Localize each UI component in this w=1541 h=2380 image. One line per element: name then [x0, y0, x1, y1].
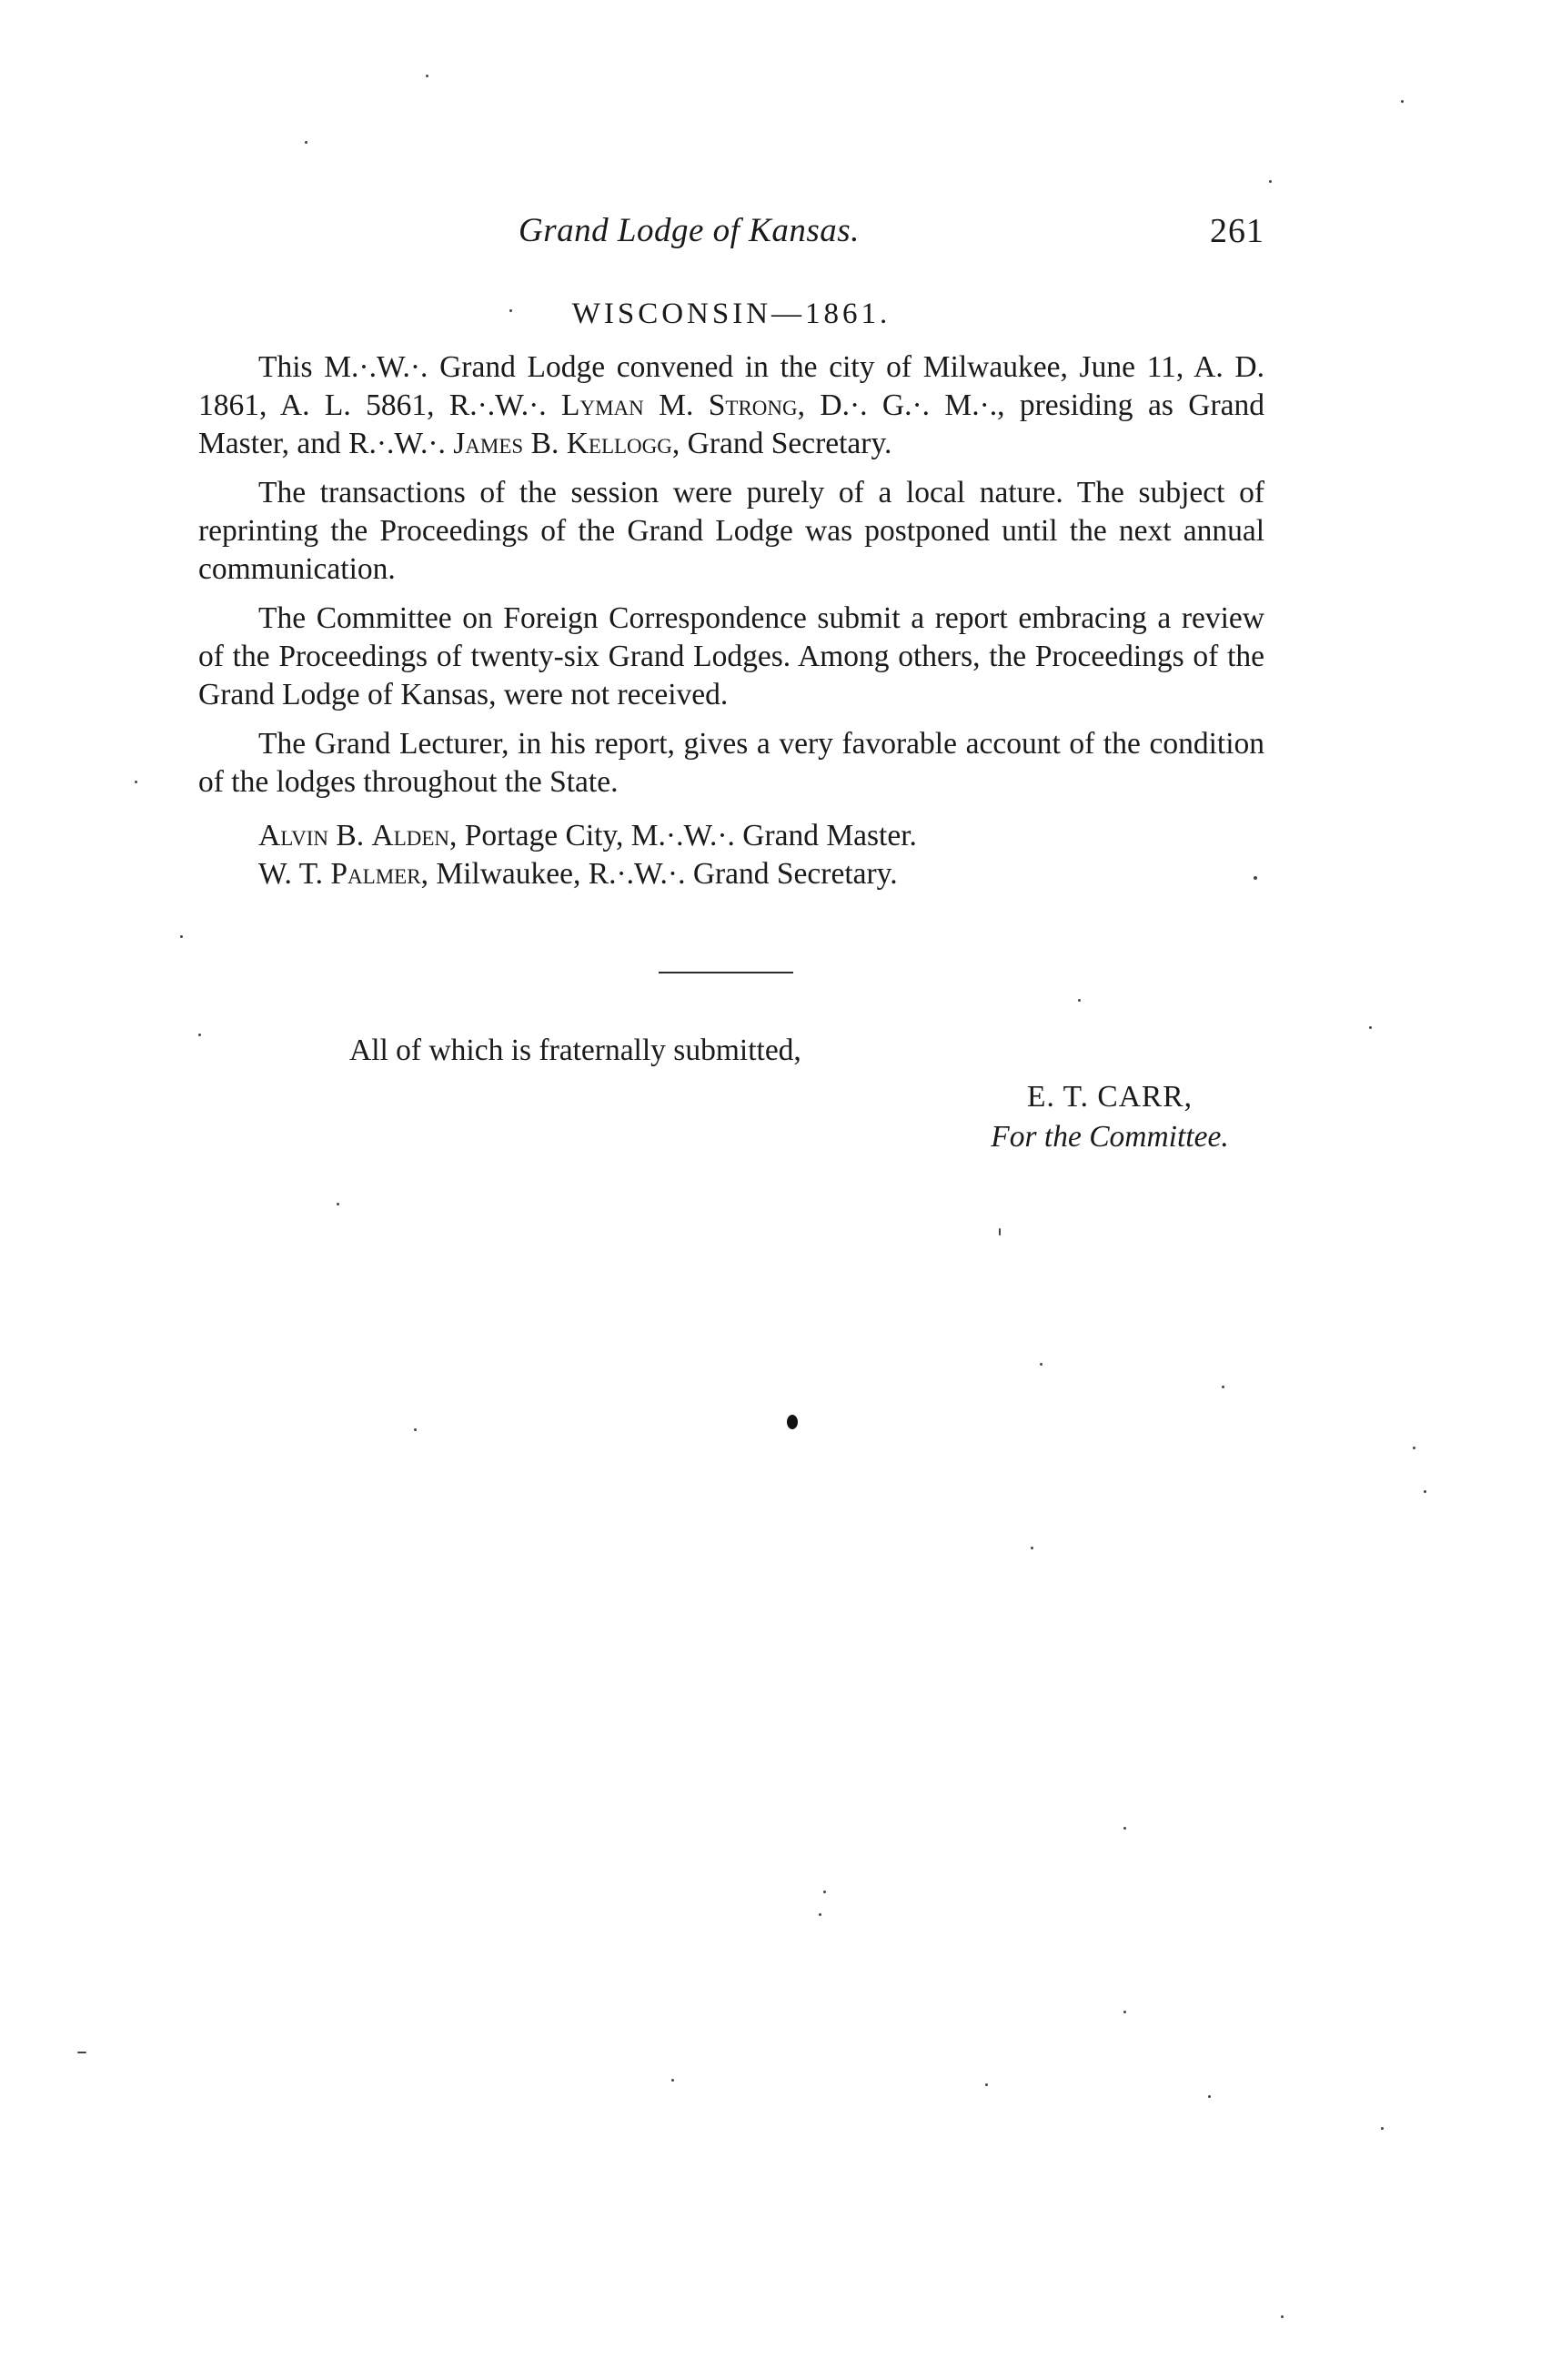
body-text: [198, 348, 1264, 812]
paragraph-text: B.: [523, 427, 567, 460]
signature-block: [973, 1077, 1246, 1157]
officer-surname: Palmer: [330, 857, 421, 891]
signer-role: For the Committee.: [991, 1120, 1229, 1154]
scan-speck: [1208, 2095, 1211, 2098]
scan-speck: [426, 75, 428, 77]
officer-initial: B.: [328, 819, 372, 852]
scan-speck: [198, 1034, 201, 1036]
scan-speck: [135, 781, 137, 783]
scan-speck: [1254, 876, 1257, 880]
closing-statement: All of which is fraternally submitted,: [349, 1034, 801, 1067]
paragraph-transactions: The transactions of the session were purely of a local nature. The subject of reprinting the Proceedings of the Grand Lodge was postponed until the next annual communication.: [198, 476, 1264, 586]
officer-detail: , Portage City, M.·.W.·. Grand Master.: [449, 819, 917, 852]
section-divider: [659, 972, 793, 973]
officer-initials: W. T.: [258, 857, 331, 891]
scan-speck: [1269, 180, 1272, 183]
officer-name: Strong: [708, 388, 798, 422]
paragraph-text: , Grand Secretary.: [671, 427, 892, 460]
scan-speck: [1281, 2315, 1284, 2318]
scan-speck: [819, 1913, 821, 1916]
paragraph-convention: [198, 348, 1264, 463]
scan-speck: [1031, 1547, 1033, 1549]
officers-list: [258, 817, 917, 893]
scan-speck: [985, 2083, 988, 2086]
scan-speck: [509, 309, 512, 312]
scan-speck: [999, 1228, 1001, 1235]
officer-name: Lyman: [561, 388, 644, 422]
paragraph-text: , D.·. G.·. M.·., presiding as Grand Master, and R.·.W.·.: [198, 388, 1264, 460]
section-heading: WISCONSIN—1861.: [571, 298, 891, 330]
scan-speck: [1424, 1490, 1426, 1493]
scan-speck: [1413, 1447, 1415, 1449]
scan-speck: [1123, 1827, 1126, 1830]
scan-speck: [414, 1428, 417, 1431]
scan-speck: [337, 1203, 339, 1205]
officer-name: Kellogg: [566, 427, 672, 460]
officer-surname: Alden: [371, 819, 450, 852]
page-number: 261: [1210, 212, 1264, 250]
running-head: [198, 211, 1264, 257]
officer-name: James: [453, 427, 524, 460]
scan-speck: [1123, 2011, 1126, 2013]
officer-detail: , Milwaukee, R.·.W.·. Grand Secretary.: [420, 857, 898, 891]
signer-name: E. T. CARR,: [1027, 1080, 1193, 1114]
scan-speck: [1401, 100, 1404, 103]
scan-speck: [1381, 2127, 1384, 2130]
scan-speck: [1222, 1386, 1224, 1388]
scan-speck: [1078, 999, 1081, 1002]
scan-speck: [305, 141, 307, 144]
officer-grand-secretary: [258, 855, 917, 893]
scan-speck: [1040, 1363, 1042, 1366]
scan-speck: [787, 1415, 798, 1429]
paragraph-correspondence: The Committee on Foreign Correspondence submit a report embracing a review of the Proceedings of twenty-six Grand Lodges. Among others, the Proceedings of the Grand Lodge of Kansas, were not received.: [198, 601, 1264, 711]
paragraph-lecturer: The Grand Lecturer, in his report, gives a very favorable account of the condition of the lodges throughout the State.: [198, 727, 1264, 799]
scan-speck: [77, 2052, 86, 2053]
scan-speck: [1369, 1026, 1372, 1029]
scan-speck: [823, 1891, 826, 1893]
officer-first-name: Alvin: [258, 819, 329, 852]
officer-grand-master: [258, 817, 917, 855]
paragraph-text: M.: [643, 388, 709, 422]
running-title: Grand Lodge of Kansas.: [519, 212, 860, 249]
paragraph-text: This M.·.W.·. Grand Lodge convened in the city of Milwaukee, June 11, A. D. 1861, A. L. 5861, R.·.W.·.: [198, 350, 1264, 422]
scan-speck: [180, 935, 183, 938]
scan-speck: [671, 2079, 674, 2082]
